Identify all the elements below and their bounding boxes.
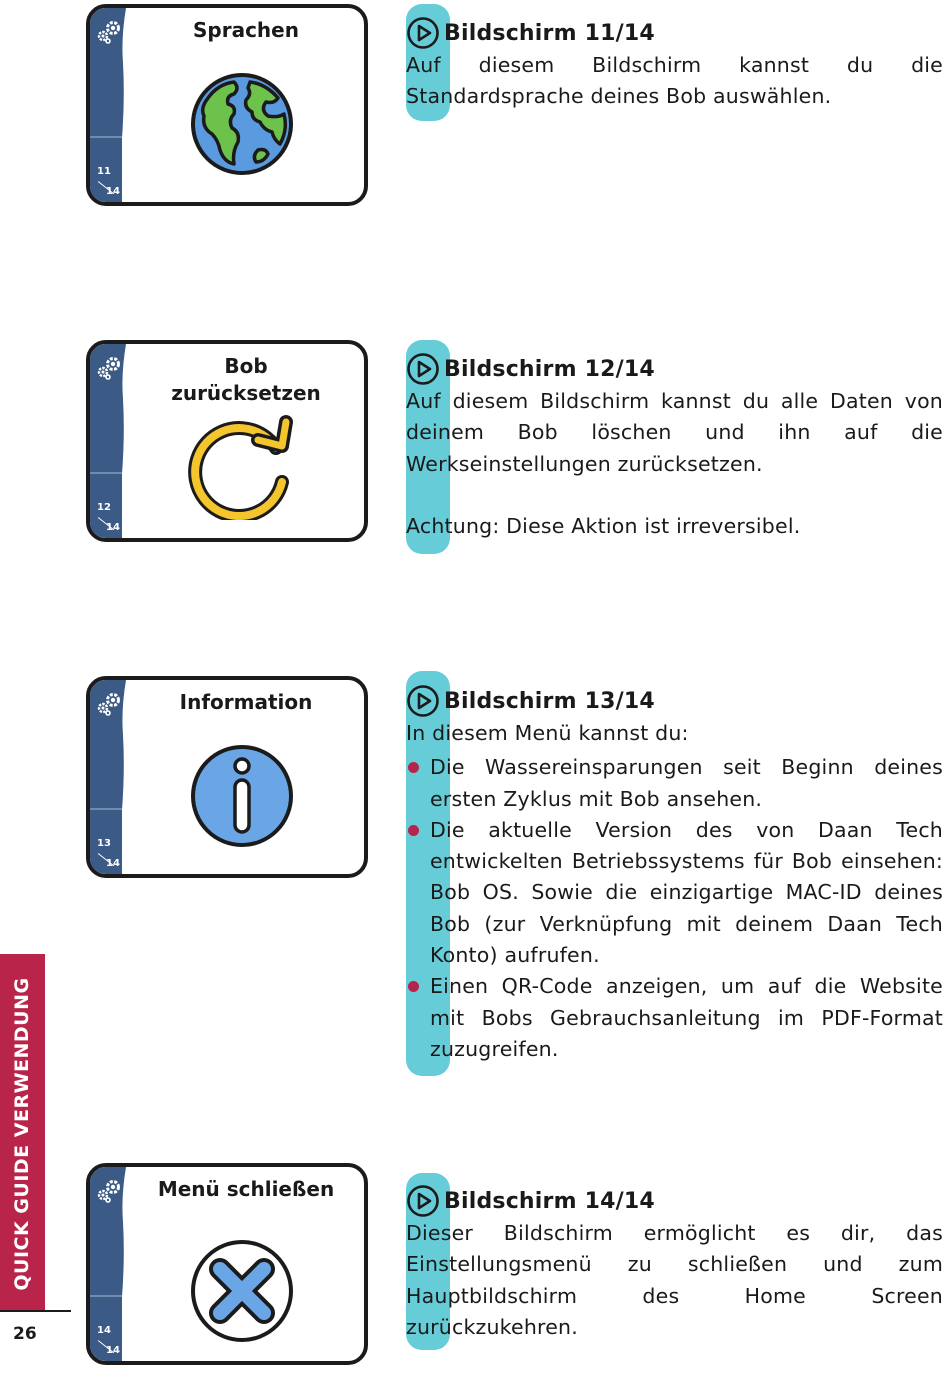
section-heading: Bildschirm 12/14 — [406, 352, 943, 386]
warning-note: Achtung: Diese Aktion ist irreversibel. — [406, 513, 801, 538]
section-heading: Bildschirm 14/14 — [406, 1184, 943, 1218]
section-intro: In diesem Menü kannst du: — [406, 721, 689, 745]
reset-arrow-icon — [188, 412, 296, 520]
card-title: Information — [179, 690, 313, 714]
section-heading: Bildschirm 11/14 — [406, 16, 943, 50]
play-circle-icon — [406, 16, 440, 50]
close-x-icon — [188, 1237, 296, 1345]
card-title: Menü schließen — [157, 1177, 335, 1201]
screen-counter: 11 14 — [97, 166, 120, 197]
bullet-dot-icon — [408, 762, 419, 773]
bullet-dot-icon — [408, 981, 419, 992]
card-title: Bob zurücksetzen — [171, 354, 321, 405]
screen-card-information — [86, 676, 368, 878]
screen-card-reset — [86, 340, 368, 542]
bullet-dot-icon — [408, 825, 419, 836]
page-number-divider — [0, 1310, 71, 1312]
screen-counter: 14 14 — [97, 1325, 120, 1356]
page-number: 26 — [13, 1324, 37, 1344]
play-circle-icon — [406, 1184, 440, 1218]
list-item: Die Wassereinsparungen seit Beginn deines ersten Zyklus mit Bob ansehen. — [406, 752, 943, 815]
section-screen-14 — [406, 1184, 943, 1343]
screen-card-languages — [86, 4, 368, 206]
section-screen-13 — [406, 684, 943, 1065]
section-body: Dieser Bildschirm ermöglicht es dir, das Einstellungsmenü zu schließen und zum Hauptbildschirm des Home Screen zurückzukehren. — [406, 1221, 943, 1339]
section-body: Auf diesem Bildschirm kannst du alle Daten von deinem Bob löschen und ihn auf die Werkseinstellungen zurücksetzen. — [406, 389, 943, 476]
card-title: Sprachen — [193, 18, 299, 42]
feature-list — [406, 752, 943, 1065]
settings-gears-icon — [95, 354, 123, 380]
settings-gears-icon — [95, 690, 123, 716]
side-tab-label: QUICK GUIDE VERWENDUNG — [11, 977, 33, 1291]
settings-gears-icon — [95, 1177, 123, 1203]
screen-card-close-menu — [86, 1163, 368, 1365]
section-body: Auf diesem Bildschirm kannst du die Standardsprache deines Bob auswählen. — [406, 53, 943, 109]
play-circle-icon — [406, 684, 440, 718]
section-screen-12 — [406, 352, 943, 542]
list-item: Einen QR-Code anzeigen, um auf die Website mit Bobs Gebrauchsanleitung im PDF-Format zuzugreifen. — [406, 971, 943, 1065]
info-icon — [188, 742, 296, 850]
section-heading: Bildschirm 13/14 — [406, 684, 943, 718]
list-item: Die aktuelle Version des von Daan Tech entwickelten Betriebssystems für Bob einsehen: Bob OS. Sowie die einzigartige MAC-ID deines Bob (zur Verknüpfung mit deinem Daan Tech Konto) aufrufen. — [406, 815, 943, 971]
screen-counter: 12 14 — [97, 502, 120, 533]
settings-gears-icon — [95, 18, 123, 44]
screen-counter: 13 14 — [97, 838, 120, 869]
section-screen-11 — [406, 16, 943, 113]
globe-icon — [188, 70, 296, 178]
play-circle-icon — [406, 352, 440, 386]
